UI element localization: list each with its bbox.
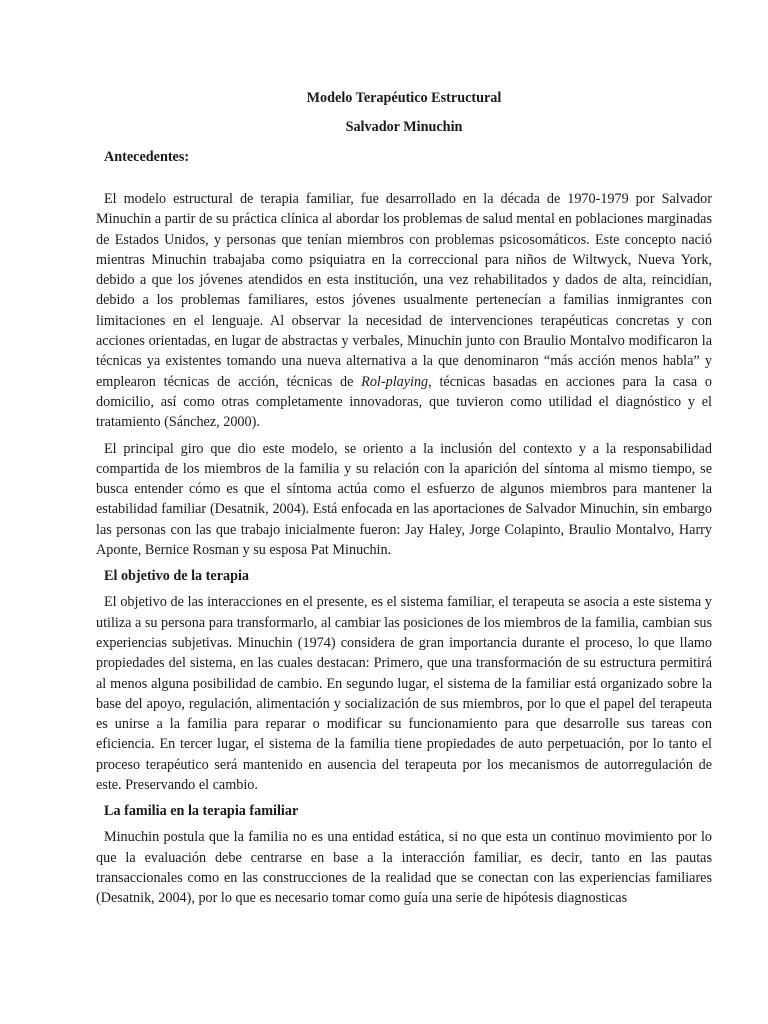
- paragraph-1-italic: Rol-playing: [361, 373, 429, 390]
- document-author: Salvador Minuchin: [345, 119, 463, 135]
- paragraph-3: [96, 592, 712, 795]
- heading-objetivo: El objetivo de la terapia: [104, 568, 250, 585]
- paragraph-3-text: El objetivo de las interacciones en el presente, es el sistema familiar, el terapeuta se asocia a este sistema y utiliza a su persona para transformarlo, al cambiar las posiciones de los miembros de la familia, cambian sus experiencias subjetivas. Minuchin (1974) considera de gran importancia durante el proceso, lo que llamo propiedades del sistema, en las cuales destacan: Primero, que una transformación de su estructura permitirá al menos alguna posibilidad de cambio. En segundo lugar, el sistema de la familiar está organizado sobre la base del apoyo, regulación, alimentación y socialización de sus miembros, por lo que el papel del terapeuta es unirse a la familia para reparar o modificar su funcionamiento para que desarrolle sus tareas con eficiencia. En tercer lugar, el sistema de la familia tiene propiedades de auto perpetuación, por lo tanto el proceso terapéutico será mantenido en ausencia del terapeuta por los mecanismos de autorregulación de este. Preservando el cambio.: [96, 594, 712, 794]
- paragraph-1-text-a: El modelo estructural de terapia familiar, fue desarrollado en la década de 1970-1979 por Salvador Minuchin a partir de su práctica clínica al abordar los problemas de salud mental en poblaciones marginadas de Estados Unidos, y personas que tenían miembros con problemas psicosomáticos. Este concepto nació mientras Minuchin trabajaba como psiquiatra en la correccional para niños de Wiltwyck, Nueva York, debido a que los jóvenes atendidos en esta institución, una vez rehabilitados y dados de alta, reincidían, debido a los problemas familiares, estos jóvenes usualmente pertenecían a familias inmigrantes con limitaciones en el lenguaje. Al observar la necesidad de intervenciones terapéuticas concretas y con acciones orientadas, en lugar de abstractas y verbales, Minuchin junto con Braulio Montalvo modificaron la técnicas ya existentes tomando una nueva alternativa a la que denominaron “más acción menos habla” y emplearon técnicas de acción, técnicas de: [96, 191, 712, 390]
- paragraph-1: [96, 189, 712, 433]
- heading-antecedentes: Antecedentes:: [104, 149, 190, 165]
- paragraph-4-text: Minuchin postula que la familia no es una entidad estática, si no que esta un continuo movimiento por lo que la evaluación debe centrarse en base a la interacción familiar, es decir, tanto en las pautas transaccionales como en las construcciones de la realidad que se conectan con las experiencias familiares (Desatnik, 2004), por lo que es necesario tomar como guía una serie de hipótesis diagnosticas: [96, 829, 712, 907]
- document-title: Modelo Terapéutico Estructural: [306, 90, 502, 106]
- paragraph-4: [96, 827, 712, 908]
- paragraph-1-text-b: , técnicas basadas en acciones para la casa o domicilio, así como otras completamente innovadoras, que tuvieron como utilidad el diagnóstico y el tratamiento (Sánchez, 2000).: [96, 373, 712, 431]
- paragraph-2-text: El principal giro que dio este modelo, se oriento a la inclusión del contexto y a la responsabilidad compartida de los miembros de la familia y su relación con la aparición del síntoma al mismo tiempo, se busca entender cómo es que el síntoma actúa como el esfuerzo de algunos miembros para mantener la estabilidad familiar (Desatnik, 2004). Está enfocada en las aportaciones de Salvador Minuchin, sin embargo las personas con las que trabajo inicialmente fueron: Jay Haley, Jorge Colapinto, Braulio Montalvo, Harry Aponte, Bernice Rosman y su esposa Pat Minuchin.: [96, 440, 712, 559]
- heading-familia: La familia en la terapia familiar: [104, 803, 299, 820]
- paragraph-2: [96, 439, 712, 561]
